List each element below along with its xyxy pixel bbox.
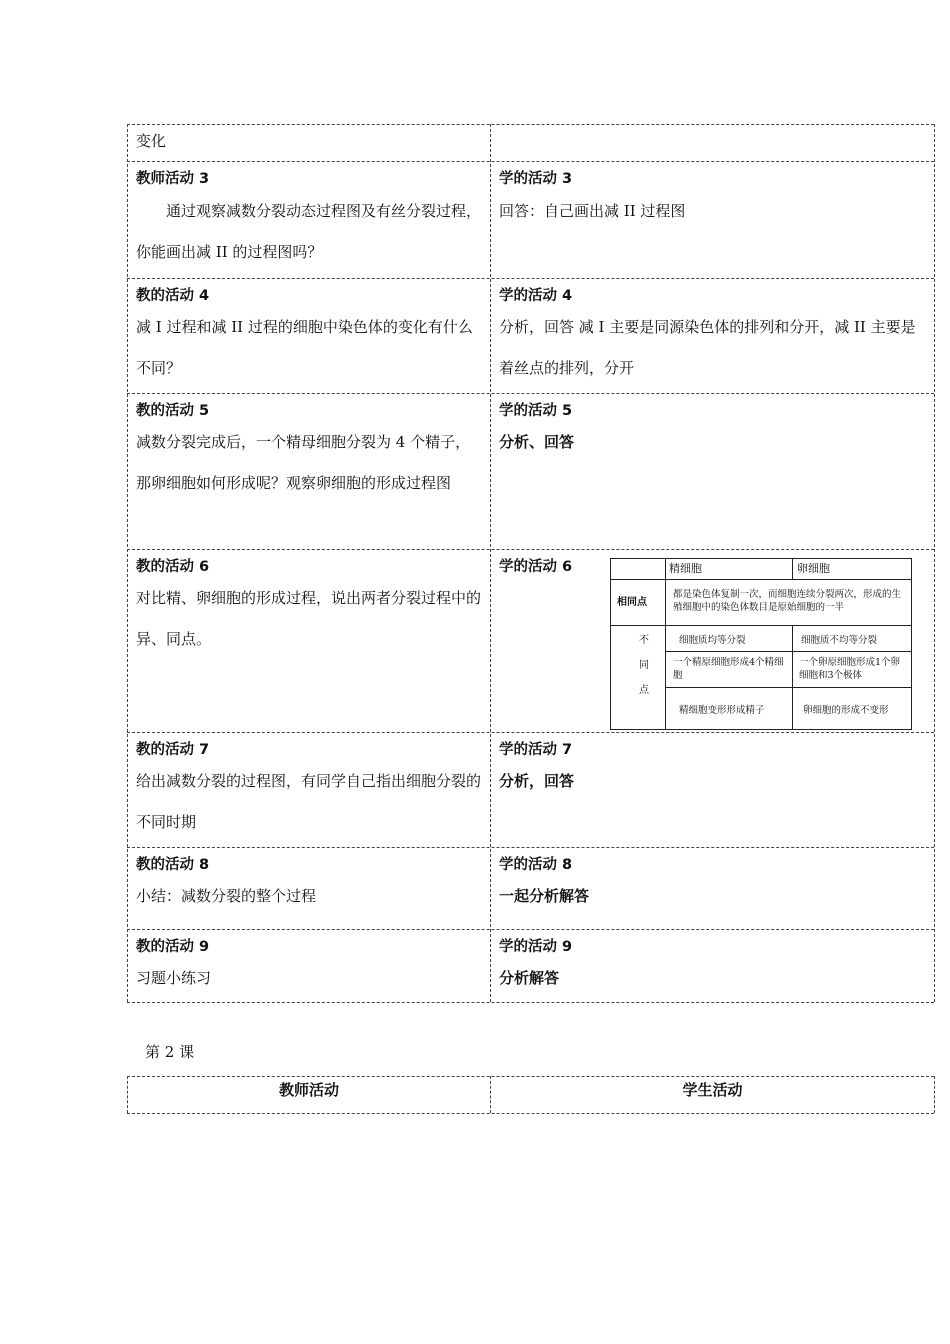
student-activity-text: 一起分析解答 (499, 887, 590, 905)
student-activity-text: 分析、回答 (499, 433, 575, 451)
table-row (491, 732, 934, 847)
table-row (491, 847, 934, 929)
student-activity-text: 分析，回答 减 I 主要是同源染色体的排列和分开，减 II 主要是着丝点的排列，分开 (499, 318, 916, 377)
same-text: 都是染色体复制一次，而细胞连续分裂两次，形成的生殖细胞中的染色体数目是原始细胞的一半 (673, 589, 902, 613)
teacher-activity-text: 对比精、卵细胞的形成过程，说出两者分裂过程中的异、同点。 (136, 589, 482, 648)
teacher-activity-text: 给出减数分裂的过程图，有同学自己指出细胞分裂的不同时期 (136, 772, 482, 831)
diff-label-3: 点 (639, 685, 649, 696)
table-row (491, 161, 934, 278)
table2-header-teacher: 教师活动 (278, 1081, 339, 1099)
teacher-activity-text: 减 I 过程和减 II 过程的细胞中染色体的变化有什么不同？ (136, 318, 473, 377)
table-row (128, 732, 490, 847)
student-activity-heading: 学的活动 7 (499, 742, 573, 758)
table-row (128, 278, 490, 393)
student-activity-text: 分析解答 (499, 969, 560, 987)
teacher-activity-text: 减数分裂完成后，一个精母细胞分裂为 4 个精子，那卵细胞如何形成呢？观察卵细胞的形成过程图 (136, 433, 471, 492)
diff-sperm: 精细胞变形形成精子 (679, 705, 765, 716)
table-row (128, 929, 490, 1002)
teacher-activity-heading: 教的活动 9 (136, 939, 210, 955)
section-title: 第 2 课 (145, 1043, 195, 1061)
teacher-activity-heading: 教的活动 5 (136, 403, 210, 419)
teacher-activity-heading: 教的活动 4 (136, 288, 210, 304)
student-activity-text: 分析，回答 (499, 772, 575, 790)
teacher-activity-text: 习题小练习 (136, 969, 212, 987)
student-activity-heading: 学的活动 5 (499, 403, 573, 419)
col-header-egg: 卵细胞 (797, 562, 830, 575)
comparison-table (610, 558, 912, 730)
teacher-activity-text: 小结：减数分裂的整个过程 (136, 887, 317, 905)
teacher-activity-heading: 教的活动 8 (136, 857, 210, 873)
table-row (128, 549, 490, 732)
student-activity-heading: 学的活动 3 (499, 171, 573, 187)
student-activity-heading: 学的活动 4 (499, 288, 573, 304)
table-row (491, 278, 934, 393)
table-row (491, 929, 934, 1002)
diff-label-2: 同 (639, 660, 649, 671)
same-label: 相同点 (617, 597, 647, 608)
teacher-activity-heading: 教的活动 6 (136, 559, 210, 575)
table-row (128, 847, 490, 929)
table-row (128, 393, 490, 549)
student-activity-heading: 学的活动 9 (499, 939, 573, 955)
student-activity-heading: 学的活动 8 (499, 857, 573, 873)
table-row (128, 124, 490, 161)
diff-sperm: 细胞质均等分裂 (679, 635, 746, 646)
teacher-activity-heading: 教师活动 3 (136, 171, 210, 187)
table-row (128, 161, 490, 278)
table-row (491, 549, 601, 732)
diff-egg: 一个卵原细胞形成1个卵细胞和3个极体 (799, 657, 901, 681)
student-activity-heading: 学的活动 6 (499, 559, 573, 575)
diff-label-1: 不 (639, 635, 649, 646)
teacher-activity-text: 通过观察减数分裂动态过程图及有丝分裂过程，你能画出减 II 的过程图吗？ (136, 202, 482, 261)
diff-sperm: 一个精原细胞形成4个精细胞 (673, 657, 784, 681)
diff-egg: 卵细胞的形成不变形 (803, 705, 889, 716)
table-row (491, 393, 934, 549)
cell-text: 变化 (136, 132, 167, 150)
teacher-activity-heading: 教的活动 7 (136, 742, 210, 758)
student-activity-text: 回答：自己画出减 II 过程图 (499, 202, 686, 220)
table2-header-student: 学生活动 (682, 1081, 743, 1099)
diff-egg: 细胞质不均等分裂 (801, 635, 878, 646)
col-header-sperm: 精细胞 (669, 562, 702, 575)
